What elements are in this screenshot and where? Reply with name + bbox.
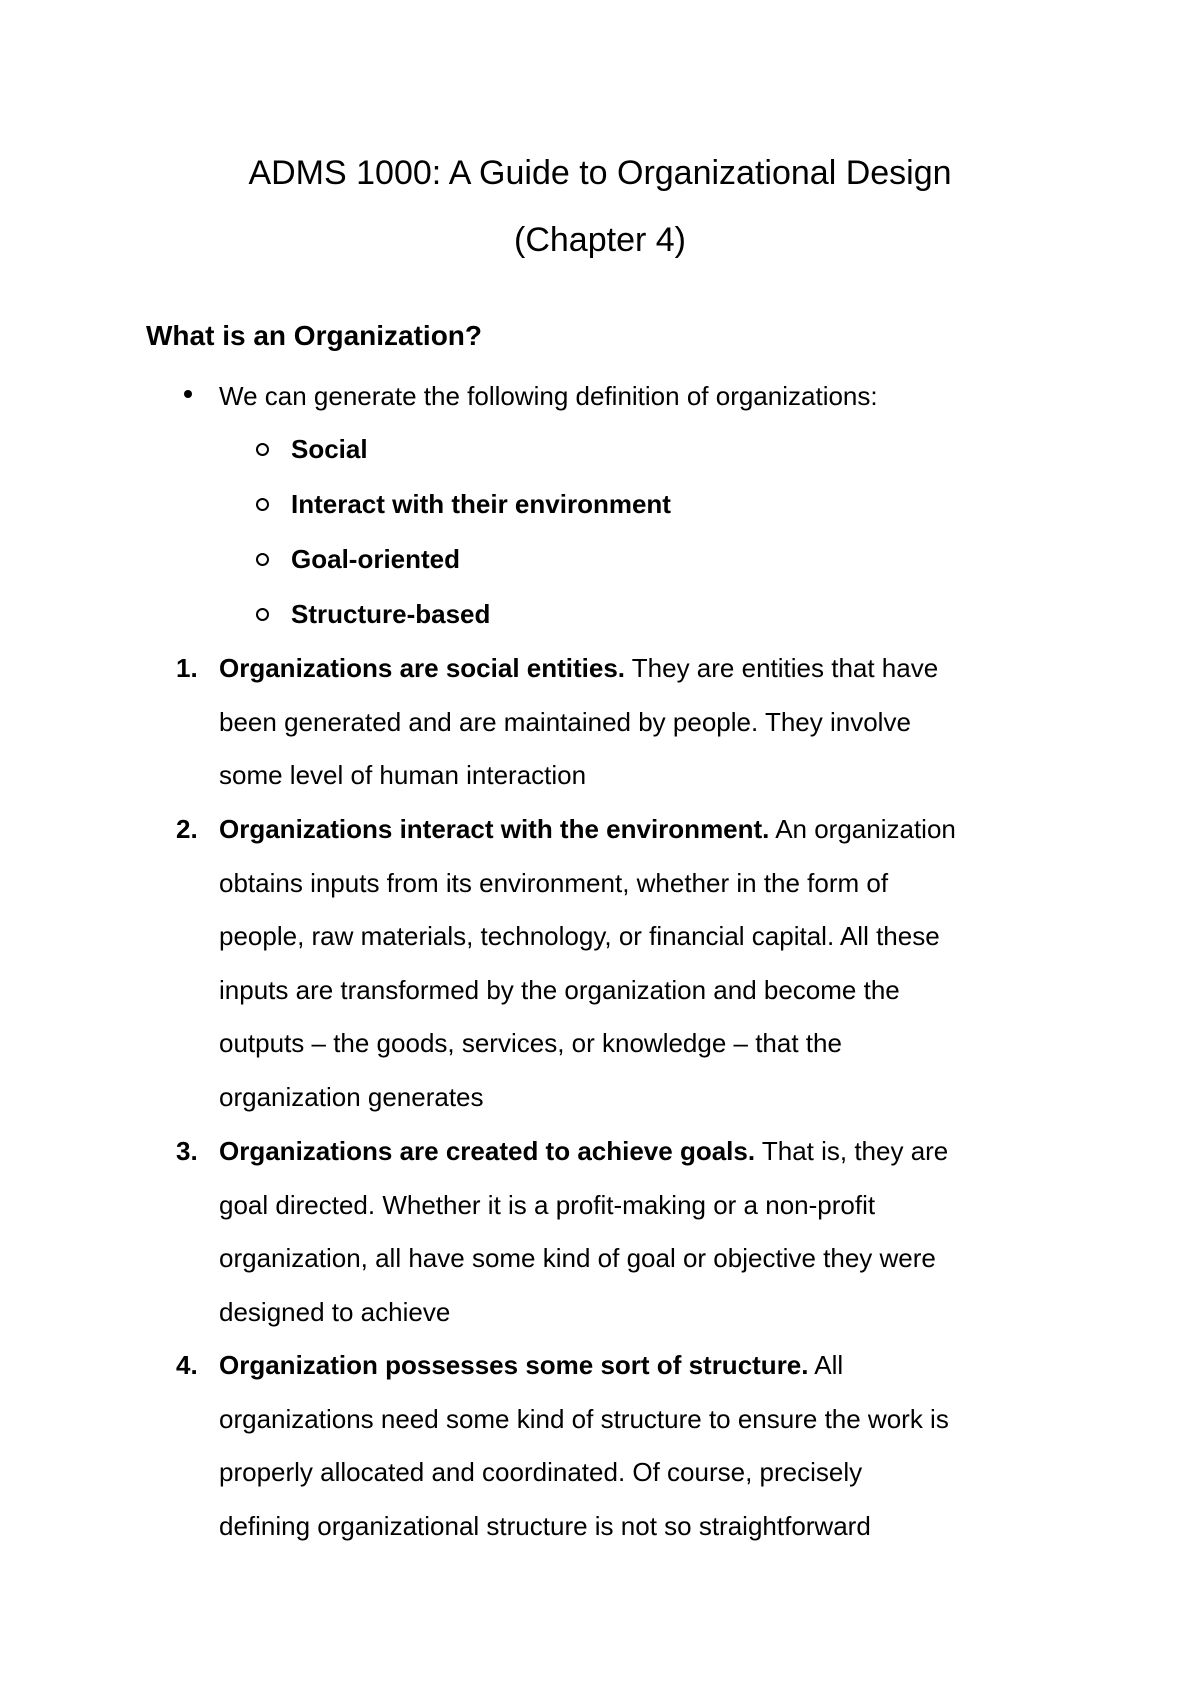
circle-bullet-icon — [256, 553, 269, 566]
item-line-text: All — [808, 1350, 844, 1380]
item-line: organizations need some kind of structure to ensure the work is — [219, 1403, 949, 1434]
item-bold-lead: Organizations are social entities. — [219, 653, 626, 683]
item-line-text: An organization — [769, 814, 956, 844]
circle-bullet-icon — [256, 443, 269, 456]
document-subtitle: (Chapter 4) — [514, 221, 686, 259]
intro-bullet-text: We can generate the following definition of organizations: — [219, 381, 878, 411]
sub-list-item-text: Structure-based — [291, 599, 491, 629]
circle-bullet-icon — [256, 498, 269, 511]
item-line: obtains inputs from its environment, whether in the form of — [219, 867, 889, 898]
item-line: properly allocated and coordinated. Of course, precisely — [219, 1457, 863, 1487]
item-line: goal directed. Whether it is a profit-making or a non-profit — [219, 1189, 876, 1220]
item-line: inputs are transformed by the organization and become the — [219, 974, 900, 1005]
item-line: organization, all have some kind of goal or objective they were — [219, 1243, 936, 1273]
item-bold-lead: Organizations interact with the environment. — [219, 814, 770, 844]
item-number: 1. — [176, 653, 198, 683]
item-line — [219, 1339, 1079, 1393]
item-bold-lead: Organization possesses some sort of structure. — [219, 1350, 809, 1380]
item-line: some level of human interaction — [219, 760, 587, 790]
item-line — [219, 803, 1079, 857]
item-line: designed to achieve — [219, 1296, 451, 1327]
item-line: people, raw materials, technology, or financial capital. All these — [219, 921, 940, 951]
item-bold-lead: Organizations are created to achieve goals. — [219, 1136, 756, 1166]
item-line: been generated and are maintained by people. They involve — [219, 706, 911, 737]
item-number: 2. — [176, 814, 198, 844]
item-body — [219, 1339, 1079, 1553]
item-line: defining organizational structure is not so straightforward — [219, 1510, 871, 1541]
item-body — [219, 1125, 1079, 1339]
item-line-text: They are entities that have — [625, 653, 939, 683]
sub-list-item-text: Goal-oriented — [291, 544, 461, 574]
item-line — [219, 1125, 1079, 1179]
sub-list-item-text: Social — [291, 434, 368, 464]
bullet-icon — [184, 390, 192, 398]
item-number: 3. — [176, 1136, 198, 1166]
item-body — [219, 642, 1079, 803]
item-body — [219, 803, 1079, 1124]
item-number: 4. — [176, 1350, 198, 1380]
circle-bullet-icon — [256, 608, 269, 621]
section-heading: What is an Organization? — [146, 320, 483, 351]
document-title: ADMS 1000: A Guide to Organizational Design — [248, 154, 952, 192]
item-line: organization generates — [219, 1081, 484, 1112]
item-line-text: That is, they are — [755, 1136, 949, 1166]
item-line — [219, 642, 1079, 696]
sub-list-item-text: Interact with their environment — [291, 489, 671, 519]
item-line: outputs – the goods, services, or knowledge – that the — [219, 1028, 842, 1058]
